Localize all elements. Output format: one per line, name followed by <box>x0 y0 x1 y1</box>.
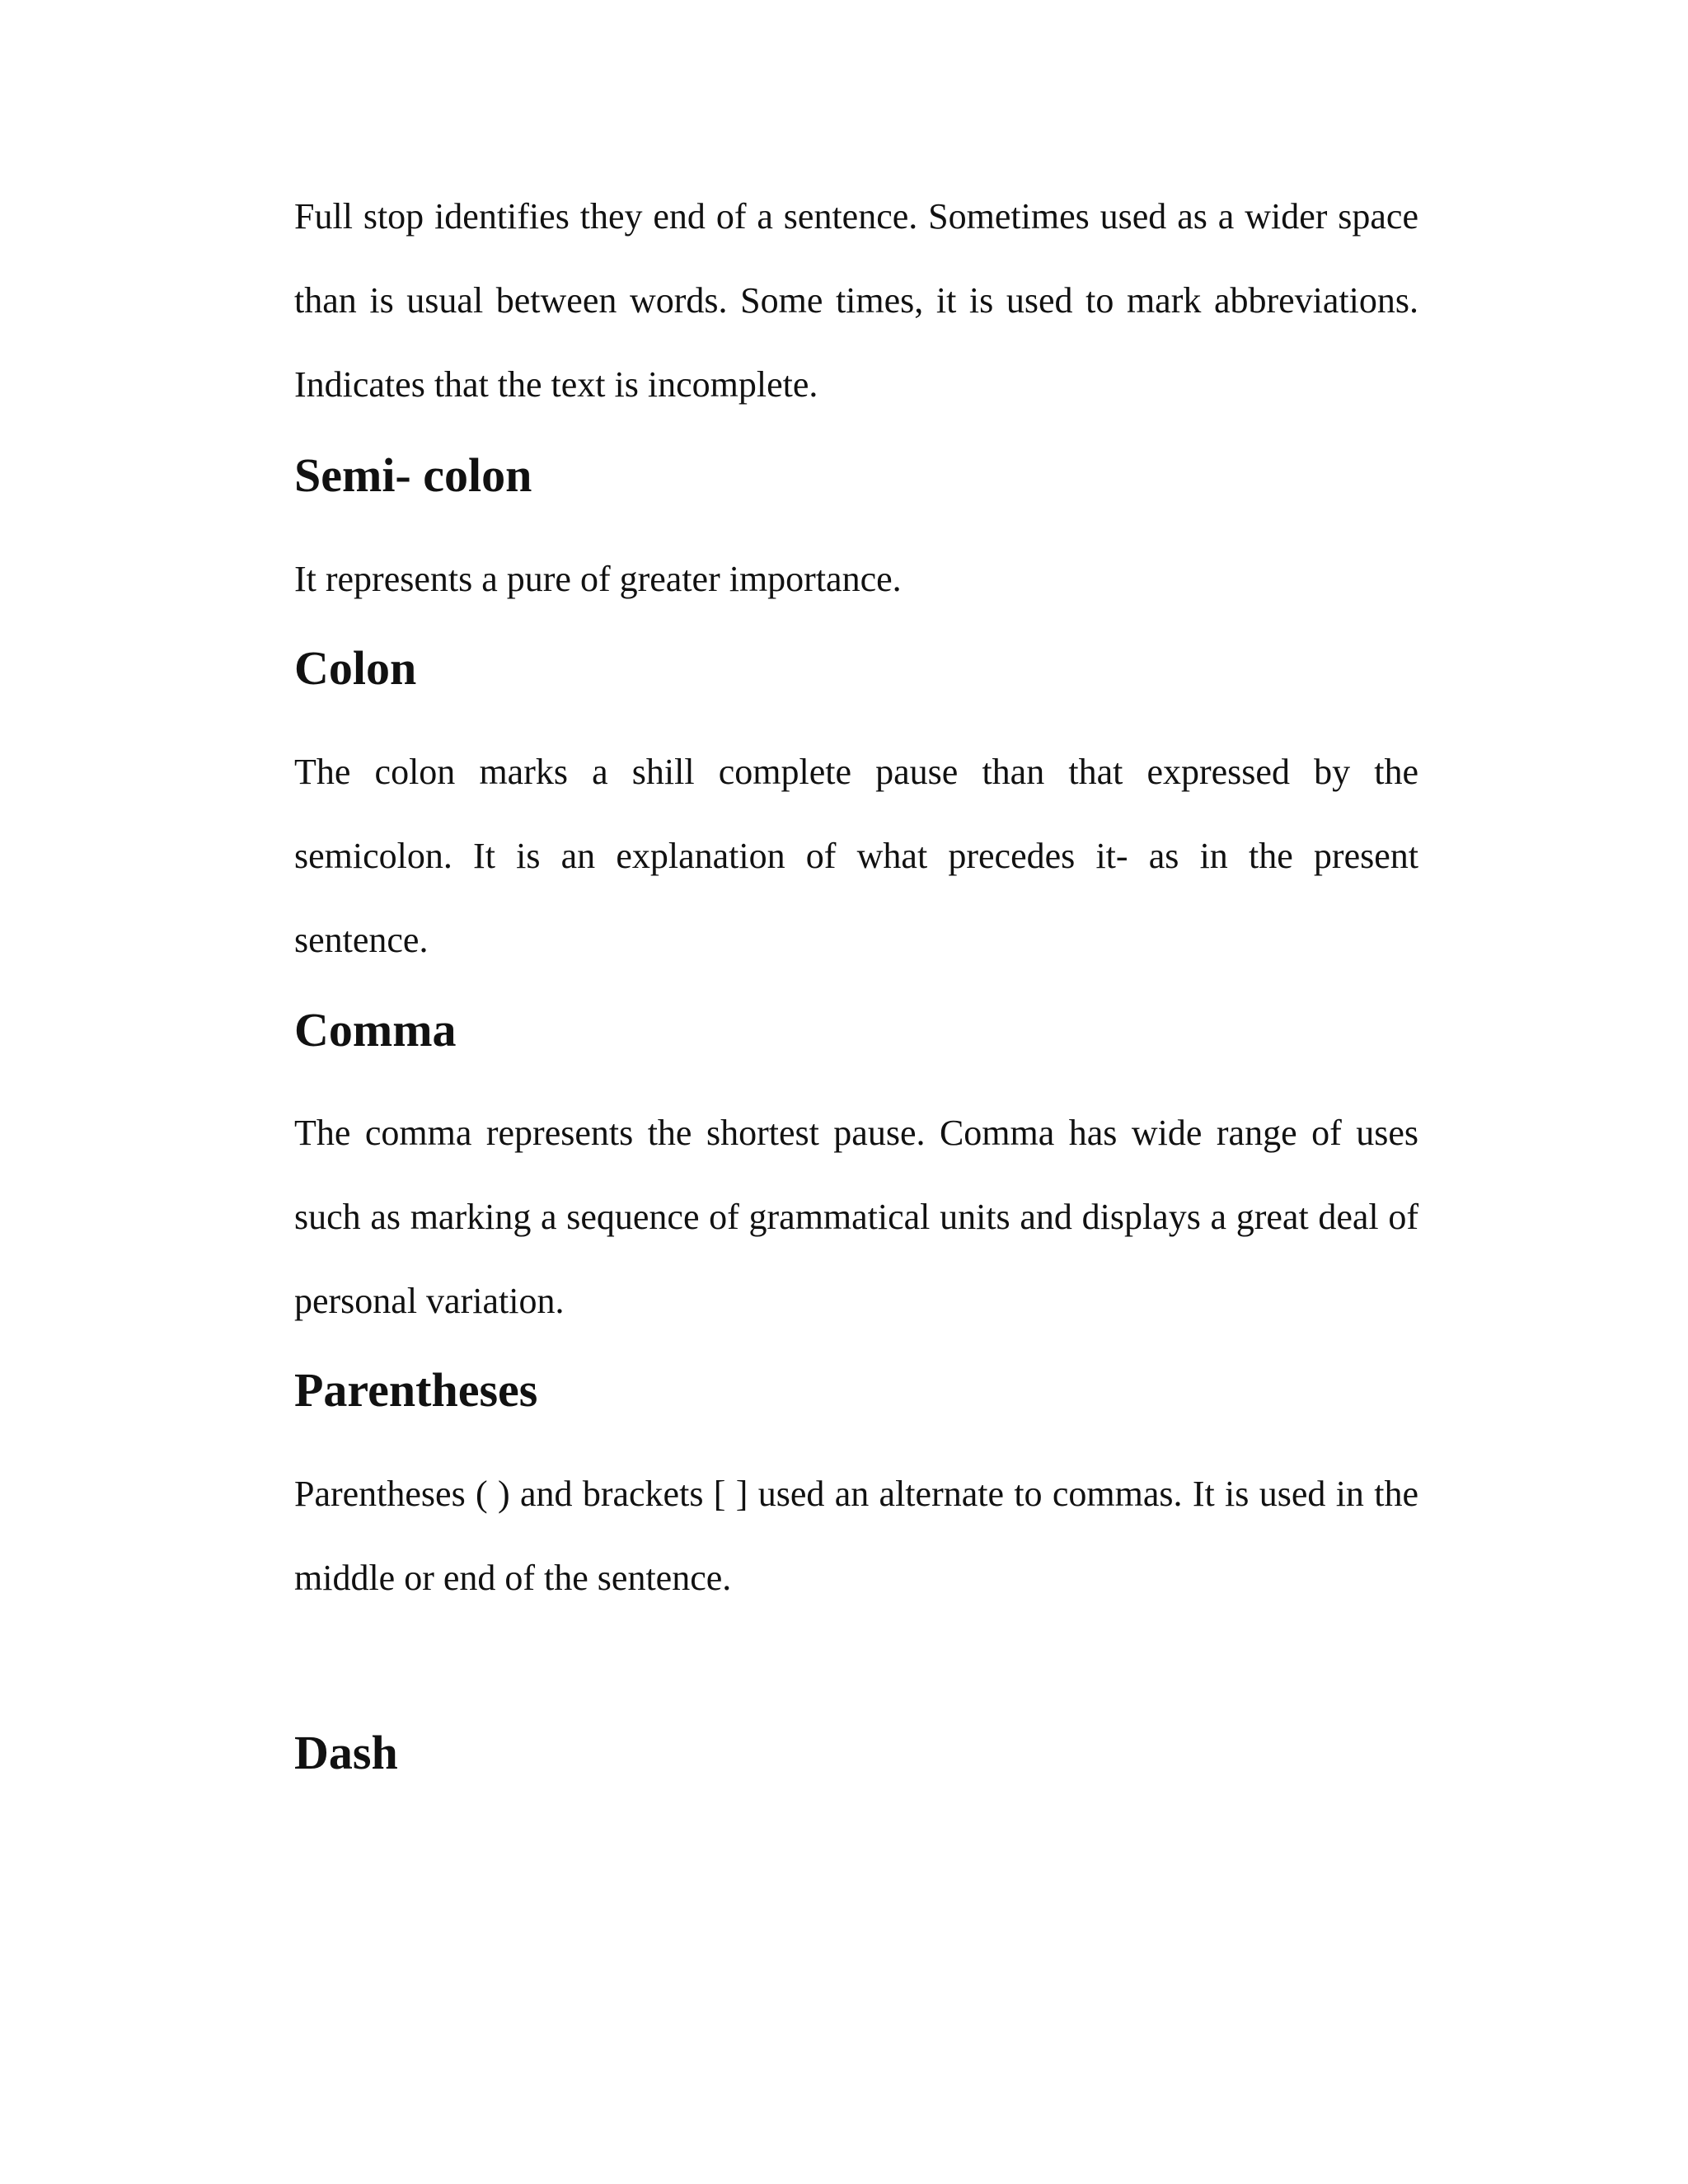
parentheses-heading: Parentheses <box>294 1363 538 1417</box>
semi-colon-body <box>294 537 1418 621</box>
semi-colon-paragraph: It represents a pure of greater importance. <box>294 559 902 599</box>
comma-section <box>294 1001 1418 1059</box>
parentheses-paragraph: Parentheses ( ) and brackets [ ] used an alternate to commas. It is used in the middle or end of the sentence. <box>294 1474 1418 1598</box>
full-stop-paragraph: Full stop identifies they end of a sentence. Sometimes used as a wider space than is usual between words. Some times, it is used to mark abbreviations. Indicates that the text is incomplete. <box>294 196 1418 405</box>
semi-colon-section <box>294 447 1418 504</box>
parentheses-body <box>294 1452 1418 1620</box>
parentheses-section <box>294 1361 1418 1419</box>
dash-heading: Dash <box>294 1726 398 1779</box>
colon-paragraph: The colon marks a shill complete pause than that expressed by the semicolon. It is an explanation of what precedes it- as in the present sentence. <box>294 752 1418 960</box>
colon-section <box>294 640 1418 697</box>
comma-heading: Comma <box>294 1003 457 1057</box>
dash-section <box>294 1724 1418 1782</box>
colon-heading: Colon <box>294 641 417 695</box>
colon-body <box>294 730 1418 982</box>
comma-paragraph: The comma represents the shortest pause. Comma has wide range of uses such as marking a sequence of grammatical units and displays a great deal of personal variation. <box>294 1113 1418 1321</box>
full-stop-section <box>294 175 1418 427</box>
semi-colon-heading: Semi- colon <box>294 448 532 502</box>
comma-body <box>294 1091 1418 1343</box>
